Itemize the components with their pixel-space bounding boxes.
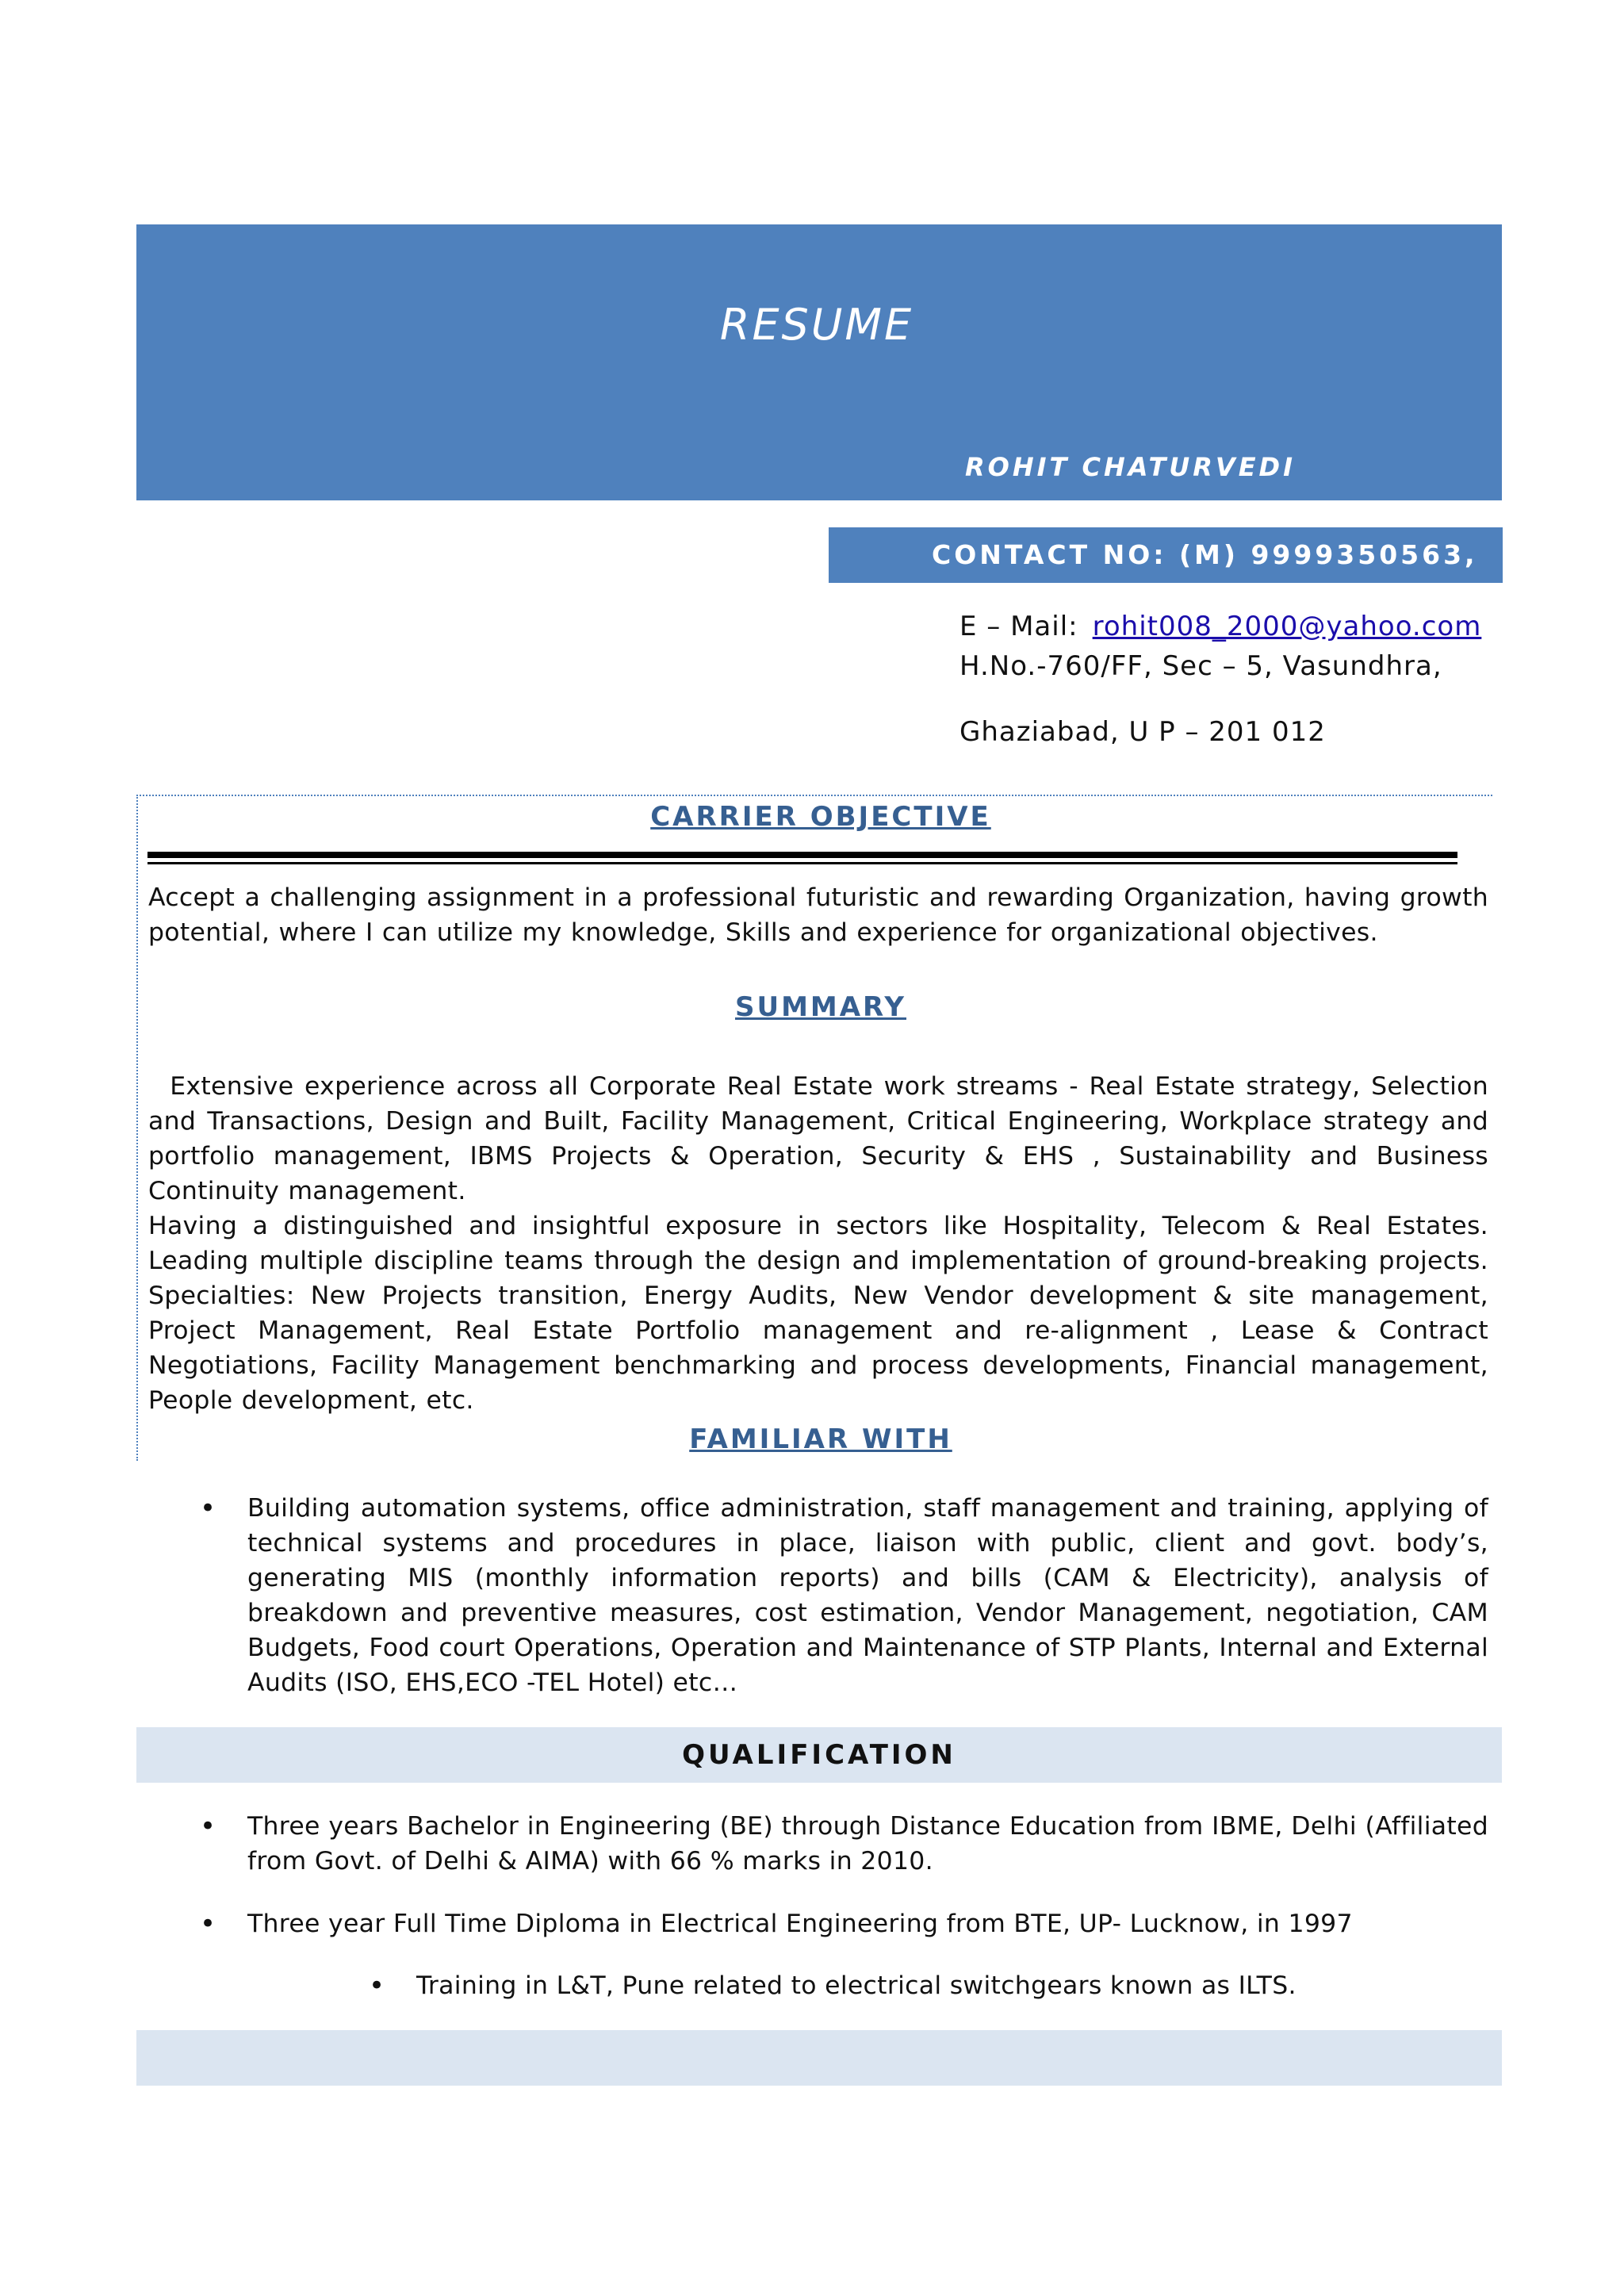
qualification-heading: QUALIFICATION	[682, 1739, 956, 1771]
header-banner	[136, 224, 1502, 500]
section-frame-left	[136, 795, 138, 1461]
address-line-2: Ghaziabad, U P – 201 012	[959, 716, 1326, 748]
page-title: RESUME	[719, 300, 914, 350]
heading-rule-thick	[147, 852, 1457, 858]
section-frame-top	[136, 795, 1492, 796]
summary-paragraph-1: Extensive experience across all Corporate Real Estate work streams - Real Estate strategy, Selection and Transactions, Design and Built, Facility Management, Critical Engineering, Workplace strategy and portfolio management, IBMS Projects & Operation, Security & EHS , Sustainability and Business Continuity management.	[148, 1072, 1498, 1205]
bullet-icon: •	[200, 1908, 216, 1940]
address-line-1: H.No.-760/FF, Sec – 5, Vasundhra,	[959, 650, 1442, 682]
email-link[interactable]: rohit008_2000@yahoo.com	[1092, 611, 1482, 642]
summary-heading: SUMMARY	[734, 991, 907, 1023]
objective-text: Accept a challenging assignment in a professional futuristic and rewarding Organization, having growth potential, where I can utilize my knowledge, Skills and experience for organizational objectives.	[148, 883, 1488, 947]
bullet-icon: •	[200, 1492, 216, 1524]
objective-heading: CARRIER OBJECTIVE	[650, 801, 991, 833]
heading-rule-thin	[147, 862, 1457, 864]
contact-number-bar	[829, 527, 1503, 583]
bullet-icon: •	[200, 1810, 216, 1842]
section-bar-empty	[136, 2030, 1502, 2086]
qualification-sub-item: Training in L&T, Pune related to electrical switchgears known as ILTS.	[416, 1971, 1297, 2000]
familiar-heading: FAMILIAR WITH	[689, 1423, 952, 1455]
bullet-icon: •	[369, 1970, 385, 2002]
email-line	[959, 611, 1481, 642]
contact-number-text: CONTACT NO: (M) 9999350563,	[932, 539, 1478, 570]
qualification-item: Three year Full Time Diploma in Electrical Engineering from BTE, UP- Lucknow, in 1997	[247, 1910, 1353, 1938]
email-label: E – Mail:	[959, 611, 1078, 642]
candidate-name: ROHIT CHATURVEDI	[965, 452, 1297, 482]
familiar-item: Building automation systems, office administration, staff management and training, applying of technical systems and procedures in place, liaison with public, client and govt. body’s, generating MIS (monthly information reports) and bills (CAM & Electricity), analysis of breakdown and preventive measures, cost estimation, Vendor Management, negotiation, CAM Budgets, Food court Operations, Operation and Maintenance of STP Plants, Internal and External Audits (ISO, EHS,ECO -TEL Hotel) etc…	[247, 1494, 1488, 1697]
qualification-bar	[136, 1727, 1502, 1783]
summary-paragraph-2: Having a distinguished and insightful exposure in sectors like Hospitality, Telecom & Real Estates. Leading multiple discipline teams through the design and implementation of ground-breaking projects. Specialties: New Projects transition, Energy Audits, New Vendor development & site management, Project Management, Real Estate Portfolio management and re-alignment , Lease & Contract Negotiations, Facility Management benchmarking and process developments, Financial management, People development, etc.	[148, 1212, 1488, 1415]
qualification-item: Three years Bachelor in Engineering (BE) through Distance Education from IBME, Delhi (Affiliated from Govt. of Delhi & AIMA) with 66 % marks in 2010.	[247, 1812, 1488, 1875]
